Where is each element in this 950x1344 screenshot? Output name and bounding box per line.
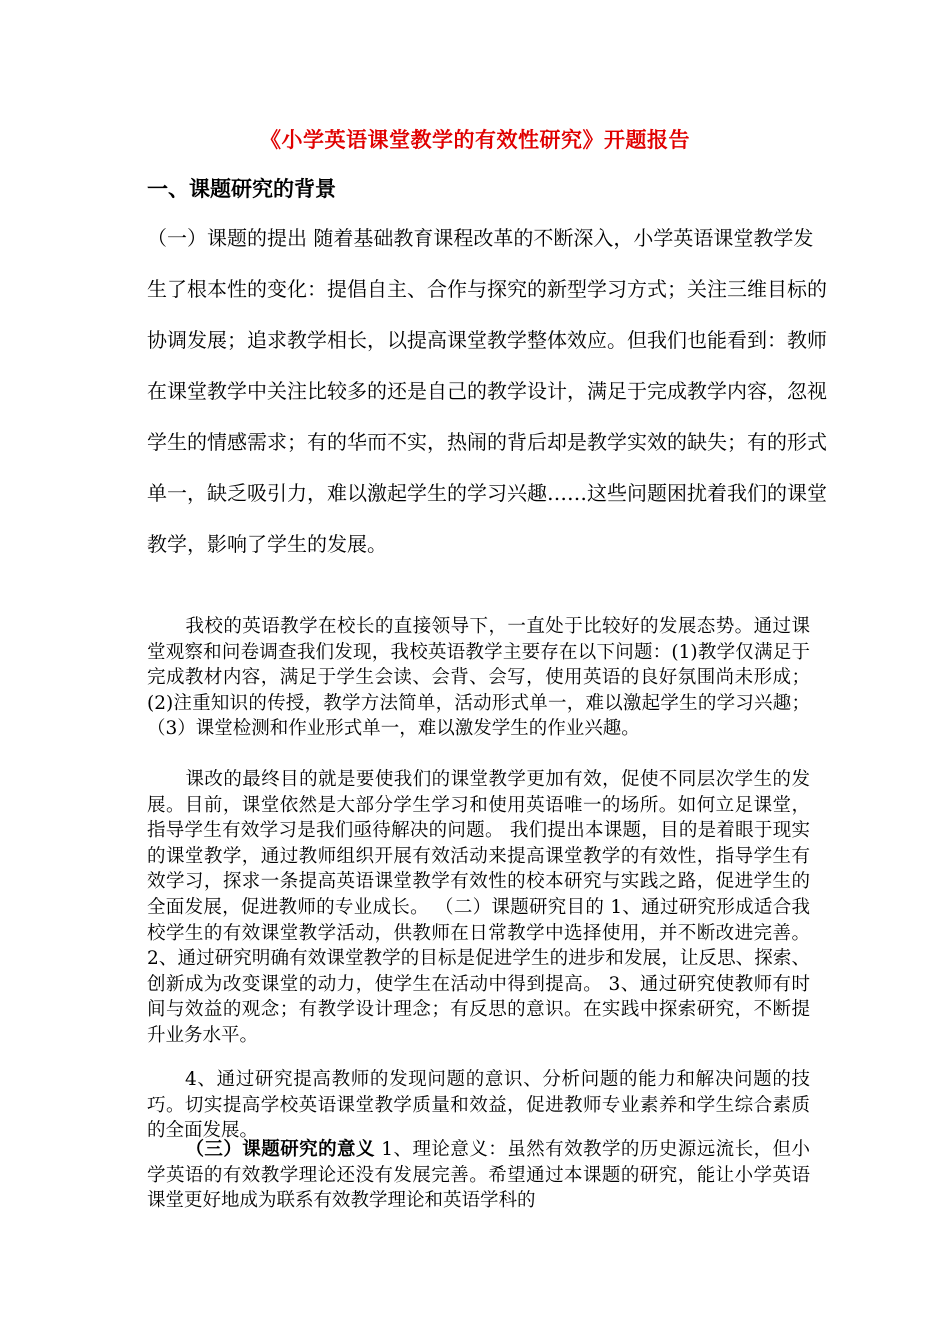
paragraph-goal-4 — [147, 1067, 810, 1144]
paragraph-problems-text: 我校的英语教学在校长的直接领导下，一直处于比较好的发展态势。通过课堂观察和问卷调查我们发现，我校英语教学主要存在以下问题：(1)教学仅满足于完成教材内容，满足于学生会读、会背、会写，使用英语的良好氛围尚未形成；(2)注重知识的传授，教学方法简单，活动形式单一，难以激起学生的学习兴趣；（3）课堂检测和作业形式单一，难以激发学生的作业兴趣。 — [147, 616, 810, 740]
significance-text: 1、理论意义：虽然有效教学的历史源远流长，但小学英语的有效教学理论还没有发展完善。希望通过本课题的研究，能让小学英语课堂更好地成为联系有效教学理论和英语学科的 — [147, 1139, 810, 1212]
section-heading-background: 一、课题研究的背景 — [147, 176, 336, 201]
significance-heading: （三）课题研究的意义 — [185, 1139, 375, 1160]
intro-paragraph: （一）课题的提出 随着基础教育课程改革的不断深入，小学英语课堂教学发生了根本性的变化：提倡自主、合作与探究的新型学习方式；关注三维目标的协调发展；追求教学相长，以提高课堂教学整体效应。但我们也能看到：教师在课堂教学中关注比较多的还是自己的教学设计，满足于完成教学内容，忽视学生的情感需求；有的华而不实，热闹的背后却是教学实效的缺失；有的形式单一，缺乏吸引力，难以激起学生的学习兴趣……这些问题困扰着我们的课堂教学，影响了学生的发展。 — [147, 226, 827, 556]
paragraph-goals-text: 课改的最终目的就是要使我们的课堂教学更加有效，促使不同层次学生的发展。目前，课堂依然是大部分学生学习和使用英语唯一的场所。如何立足课堂，指导学生有效学习是我们亟待解决的问题。 我们提出本课题，目的是着眼于现实的课堂教学，通过教师组织开展有效活动来提高课堂教学的有效性，指导学生有效学习，探求一条提高英语课堂教学有效性的校本研究与实践之路，促进学生的全面发展，促进教师的专业成长。 （二）课题研究目的 1、通过研究形成适合我校学生的有效课堂教学活动，供教师在日常教学中选择使用，并不断改进完善。 2、通过研究明确有效课堂教学的目标是促进学生的进步和发展，让反思、探索、创新成为改变课堂的动力，使学生在活动中得到提高。 3、通过研究使教师有时间与效益的观念；有教学设计理念；有反思的意识。在实践中探索研究，不断提升业务水平。 — [147, 769, 810, 1046]
paragraph-problems — [147, 614, 810, 742]
document-title: 《小学英语课堂教学的有效性研究》开题报告 — [260, 127, 690, 152]
paragraph-significance — [147, 1137, 810, 1214]
paragraph-goals — [147, 767, 810, 1049]
paragraph-goal-4-text: 4、通过研究提高教师的发现问题的意识、分析问题的能力和解决问题的技巧。切实提高学校英语课堂教学质量和效益，促进教师专业素养和学生综合素质的全面发展。 — [147, 1069, 810, 1142]
